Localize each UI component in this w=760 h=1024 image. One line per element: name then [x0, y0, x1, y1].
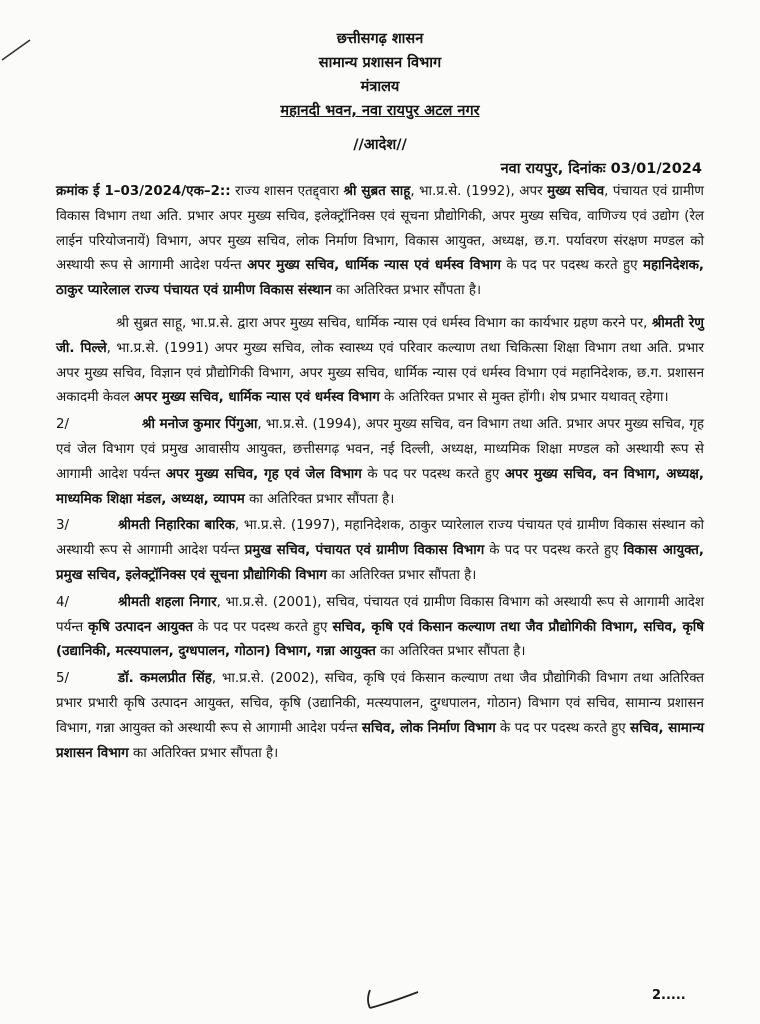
- para2-officer-name: श्रीमती रेणु जी. पिल्ले: [56, 315, 704, 356]
- para4-new-post: प्रमुख सचिव, पंचायत एवं ग्रामीण विकास विभाग: [244, 543, 485, 559]
- para5-officer-name: श्रीमती शहला निगार: [118, 594, 217, 610]
- para2-text-c: के अतिरिक्त प्रभार से मुक्त होंगी। शेष प्रभार यथावत् रहेगा।: [379, 390, 669, 406]
- item-number-2: 2/: [56, 417, 70, 433]
- para4-officer-name: श्रीमती निहारिका बारिक: [118, 518, 235, 534]
- para4-text-c: का अतिरिक्त प्रभार सौंपता है।: [326, 567, 477, 583]
- item-number-4: 4/: [56, 594, 70, 610]
- item-number-3: 3/: [56, 518, 70, 534]
- order-body: [56, 180, 704, 768]
- para2-text-a: श्री सुब्रत साहू, भा.प्र.से. द्वारा अपर मुख्य सचिव, धार्मिक न्यास एवं धर्मस्व विभाग का कार्यभार ग्रहण करने पर,: [116, 315, 652, 331]
- paragraph-5: [56, 591, 704, 665]
- para6-text-a: , भा.प्र.से. (2002), सचिव, कृषि एवं किसान कल्याण तथा जैव प्रौद्योगिकी विभाग तथा अतिरिक्त प्रभार प्रभारी कृषि उत्पादन आयुक्त, सचिव, कृषि (उद्यानिकी, मत्स्यपालन, दुग्धपालन, गोठान) विभाग एवं सचिव, सामान्य प्रशासन विभाग, गन्ना आयुक्त को अस्थायी रूप से आगामी आदेश पर्यन्त: [56, 671, 705, 736]
- para4-text-a: , भा.प्र.से. (1997), महानिदेशक, ठाकुर प्यारेलाल राज्य पंचायत एवं ग्रामीण विकास संस्थान को अस्थायी रूप से आगामी आदेश पर्यन्त: [56, 518, 704, 559]
- item-number-5: 5/: [56, 671, 70, 687]
- header-secretariat: मंत्रालय: [360, 79, 400, 95]
- order-dateline: नवा रायपुर, दिनांकः 03/01/2024: [500, 161, 702, 177]
- para6-additional-charge: सचिव, सामान्य प्रशासन विभाग: [56, 720, 704, 761]
- para6-officer-name: डॉ. कमलप्रीत सिंह: [118, 671, 212, 687]
- para1-text-e: का अतिरिक्त प्रभार सौंपता है।: [331, 283, 482, 299]
- para1-additional-charge: महानिदेशक, ठाकुर प्यारेलाल राज्य पंचायत एवं ग्रामीण विकास संस्थान: [56, 258, 705, 299]
- para5-text-a: , भा.प्र.से. (2001), सचिव, पंचायत एवं ग्रामीण विकास विभाग को अस्थायी रूप से आगामी आदेश पर्यन्त: [56, 594, 705, 635]
- para3-text-b: के पद पर पदस्थ करते हुए: [361, 466, 505, 482]
- para2-text-b: , भा.प्र.से. (1991) अपर मुख्य सचिव, लोक स्वास्थ्य एवं परिवार कल्याण तथा चिकित्सा शिक्षा विभाग तथा अति. प्रभार अपर मुख्य सचिव, विज्ञान एवं प्रौद्योगिकी विभाग, अपर मुख्य सचिव, धार्मिक न्यास एवं धर्मस्व विभाग एवं महानिदेशक, छ.ग. प्रशासन अकादमी केवल: [56, 340, 704, 406]
- para1-text-b: , भा.प्र.से. (1992), अपर: [410, 184, 548, 199]
- para3-additional-charge: अपर मुख्य सचिव, वन विभाग, अध्यक्ष, माध्यमिक शिक्षा मंडल, अध्यक्ष, व्यापम: [56, 466, 704, 507]
- para6-text-b: के पद पर पदस्थ करते हुए: [495, 720, 631, 736]
- order-title: //आदेश//: [353, 137, 407, 153]
- para6-new-post: सचिव, लोक निर्माण विभाग: [361, 720, 496, 736]
- para3-officer-name: श्री मनोज कुमार पिंगुआ: [142, 417, 258, 433]
- header-department: सामान्य प्रशासन विभाग: [318, 55, 442, 71]
- paragraph-1: [56, 180, 704, 304]
- para5-new-post: कृषि उत्पादन आयुक्त: [88, 619, 193, 635]
- para6-text-c: का अतिरिक्त प्रभार सौंपता है।: [128, 745, 279, 761]
- paragraph-3: [56, 413, 704, 512]
- para5-text-b: के पद पर पदस्थ करते हुए: [192, 619, 333, 635]
- para1-bold-a: मुख्य सचिव: [547, 184, 605, 199]
- paragraph-4: [56, 514, 704, 588]
- page-continuation: 2.....: [652, 988, 686, 1003]
- para1-new-post: अपर मुख्य सचिव, धार्मिक न्यास एवं धर्मस्व विभाग: [247, 258, 501, 274]
- para4-additional-charge: विकास आयुक्त, प्रमुख सचिव, इलेक्ट्रॉनिक्स एवं सूचना प्रौद्योगिकी विभाग: [56, 543, 704, 583]
- para4-text-b: के पद पर पदस्थ करते हुए: [484, 543, 624, 559]
- order-number: क्रमांक ई 1–03/2024/एक–2::: [56, 184, 231, 199]
- para3-text-c: का अतिरिक्त प्रभार सौंपता है।: [244, 491, 395, 507]
- paragraph-2: [56, 312, 704, 411]
- para3-new-post: अपर मुख्य सचिव, गृह एवं जेल विभाग: [165, 466, 362, 482]
- para1-officer-name: श्री सुब्रत साहू: [343, 184, 411, 199]
- para1-text-c: , पंचायत एवं ग्रामीण विकास विभाग तथा अति. प्रभार अपर मुख्य सचिव, इलेक्ट्रॉनिक्स एवं सूचना प्रौद्योगिकी, अपर मुख्य सचिव, वाणिज्य एवं उद्योग (रेल लाईन परियोजनायें) विभाग, अपर मुख्य सचिव, लोक निर्माण विभाग, विकास आयुक्त, अध्यक्ष, छ.ग. पर्यावरण संरक्षण मण्डल को अस्थायी रूप से आगामी आदेश पर्यन्त: [56, 184, 704, 274]
- header-government: छत्तीसगढ़ शासन: [336, 31, 424, 47]
- header-address: महानदी भवन, नवा रायपुर अटल नगर: [280, 103, 480, 119]
- initials-mark: [362, 986, 426, 1012]
- para2-relieved-post: अपर मुख्य सचिव, धार्मिक न्यास एवं धर्मस्व विभाग: [133, 390, 380, 406]
- para5-text-c: का अतिरिक्त प्रभार सौंपता है।: [375, 644, 526, 660]
- para1-text-a: राज्य शासन एतद्द्वारा: [230, 184, 344, 199]
- para5-additional-charge: सचिव, कृषि एवं किसान कल्याण तथा जैव प्रौद्योगिकी विभाग, सचिव, कृषि (उद्यानिकी, मत्स्यपालन, दुग्धपालन, गोठान) विभाग, गन्ना आयुक्त: [56, 619, 705, 660]
- para1-text-d: के पद पर पदस्थ करते हुए: [500, 258, 643, 274]
- para3-text-a: , भा.प्र.से. (1994), अपर मुख्य सचिव, वन विभाग तथा अति. प्रभार अपर मुख्य सचिव, गृह एवं जेल विभाग एवं प्रमुख आवासीय आयुक्त, छत्तीसगढ़ भवन, नई दिल्ली, अध्यक्ष, माध्यमिक शिक्षा मण्डल को अस्थायी रूप से आगामी आदेश पर्यन्त: [56, 417, 705, 482]
- paragraph-6: [56, 667, 704, 766]
